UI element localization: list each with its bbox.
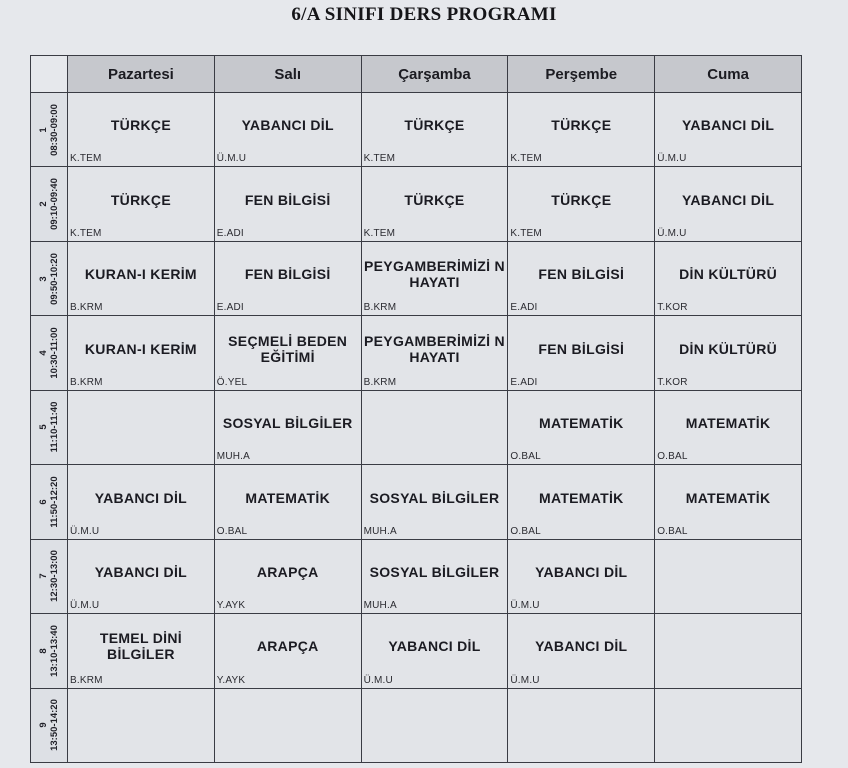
lesson-subject: PEYGAMBERİMİZİ N HAYATI xyxy=(364,332,505,365)
period-label-cell xyxy=(31,390,68,464)
period-row xyxy=(31,93,802,167)
lesson-subject: TÜRKÇE xyxy=(551,117,612,134)
lesson-cell xyxy=(68,614,215,688)
lesson-teacher: K.TEM xyxy=(363,227,396,239)
period-label-cell xyxy=(31,539,68,613)
lesson-subject: ARAPÇA xyxy=(256,563,319,580)
lesson-teacher: E.ADI xyxy=(510,376,538,388)
period-row xyxy=(31,316,802,390)
lesson-teacher: E.ADI xyxy=(216,302,244,314)
lesson-subject: MATEMATİK xyxy=(538,489,624,506)
period-time: 10:30-11:00 xyxy=(49,327,60,379)
lesson-subject: YABANCI DİL xyxy=(681,191,775,208)
period-label xyxy=(38,699,60,751)
lesson-subject: TÜRKÇE xyxy=(110,191,171,208)
lesson-teacher: MUH.A xyxy=(216,451,251,463)
lesson-teacher: B.KRM xyxy=(70,674,103,686)
lesson-cell xyxy=(214,167,361,241)
period-row xyxy=(31,614,802,688)
lesson-subject: YABANCI DİL xyxy=(535,638,628,655)
lesson-cell xyxy=(214,688,361,763)
lesson-cell xyxy=(655,614,802,688)
lesson-cell xyxy=(508,390,655,464)
lesson-cell xyxy=(361,539,508,613)
lesson-cell xyxy=(655,93,802,167)
lesson-cell xyxy=(68,465,215,539)
lesson-cell xyxy=(68,539,215,613)
lesson-teacher: E.ADI xyxy=(510,302,538,314)
lesson-cell xyxy=(361,241,508,315)
day-header-monday: Pazartesi xyxy=(68,56,215,93)
lesson-cell xyxy=(68,688,215,763)
period-number: 2 xyxy=(38,201,49,207)
period-time: 09:50-10:20 xyxy=(49,252,60,305)
lesson-cell xyxy=(508,167,655,241)
lesson-cell xyxy=(508,93,655,167)
lesson-teacher: B.KRM xyxy=(363,302,397,314)
day-header-thursday: Perşembe xyxy=(508,56,655,93)
lesson-subject: MATEMATİK xyxy=(685,415,771,432)
period-time: 11:50-12:20 xyxy=(49,476,60,528)
period-label-cell xyxy=(31,167,68,241)
lesson-cell xyxy=(508,614,655,688)
lesson-subject: FEN BİLGİSİ xyxy=(244,191,331,208)
lesson-subject: YABANCI DİL xyxy=(94,563,188,580)
period-time: 13:50-14:20 xyxy=(49,699,60,752)
lesson-teacher: Ü.M.U xyxy=(216,153,247,165)
lesson-cell xyxy=(361,316,508,390)
day-header-tuesday: Salı xyxy=(214,56,361,93)
period-label xyxy=(38,178,60,230)
lesson-subject: PEYGAMBERİMİZİ N HAYATI xyxy=(364,258,505,291)
lesson-cell xyxy=(508,539,655,613)
period-label xyxy=(38,104,60,156)
lesson-teacher: B.KRM xyxy=(70,302,103,314)
period-label-cell xyxy=(31,316,68,390)
lesson-subject: YABANCI DİL xyxy=(535,563,628,580)
period-row xyxy=(31,167,802,241)
period-row xyxy=(31,539,802,613)
lesson-cell xyxy=(214,241,361,315)
day-header-wednesday: Çarşamba xyxy=(361,56,508,93)
lesson-subject: SEÇMELİ BEDEN EĞİTİMİ xyxy=(228,332,348,365)
lesson-subject: MATEMATİK xyxy=(538,415,624,432)
lesson-subject: KURAN-I KERİM xyxy=(84,266,197,283)
lesson-subject: FEN BİLGİSİ xyxy=(538,340,625,357)
lesson-teacher: MUH.A xyxy=(363,600,397,612)
period-label xyxy=(38,476,60,527)
lesson-cell xyxy=(361,688,508,763)
lesson-cell xyxy=(68,390,215,464)
lesson-subject: FEN BİLGİSİ xyxy=(244,266,331,283)
period-label xyxy=(38,402,60,453)
lesson-subject: ARAPÇA xyxy=(256,638,319,655)
lesson-teacher: Ü.M.U xyxy=(363,674,393,686)
lesson-subject: KURAN-I KERİM xyxy=(84,340,197,357)
lesson-teacher: B.KRM xyxy=(363,376,397,388)
period-number: 4 xyxy=(38,350,49,356)
period-number: 6 xyxy=(38,499,49,505)
lesson-cell xyxy=(68,93,215,167)
lesson-subject: MATEMATİK xyxy=(245,489,330,506)
period-label xyxy=(38,625,60,677)
lesson-subject: MATEMATİK xyxy=(685,489,771,506)
period-label xyxy=(38,550,60,602)
lesson-cell xyxy=(214,390,361,464)
period-number: 7 xyxy=(38,573,49,579)
lesson-cell xyxy=(655,539,802,613)
lesson-teacher: O.BAL xyxy=(657,525,688,537)
lesson-teacher: O.BAL xyxy=(657,451,688,463)
period-time: 13:10-13:40 xyxy=(49,624,60,677)
lesson-teacher: Y.AYK xyxy=(216,600,246,612)
lesson-subject: TÜRKÇE xyxy=(110,117,171,134)
lesson-teacher: Ü.M.U xyxy=(657,227,687,239)
lesson-subject: SOSYAL BİLGİLER xyxy=(369,489,500,506)
lesson-teacher: MUH.A xyxy=(363,525,397,537)
lesson-subject: FEN BİLGİSİ xyxy=(538,266,625,283)
lesson-teacher: Ö.YEL xyxy=(216,376,248,388)
lesson-teacher: Ü.M.U xyxy=(70,600,100,612)
period-label-cell xyxy=(31,465,68,539)
lesson-teacher: Y.AYK xyxy=(216,674,246,686)
lesson-teacher: K.TEM xyxy=(70,153,102,165)
lesson-cell xyxy=(361,93,508,167)
lesson-cell xyxy=(508,316,655,390)
lesson-cell xyxy=(655,241,802,315)
period-row xyxy=(31,465,802,539)
period-label-cell xyxy=(31,241,68,315)
lesson-subject: TÜRKÇE xyxy=(404,191,465,208)
lesson-teacher: K.TEM xyxy=(510,153,542,165)
lesson-teacher: K.TEM xyxy=(70,227,102,239)
period-label-cell xyxy=(31,688,68,763)
lesson-teacher: O.BAL xyxy=(510,451,541,463)
lesson-cell xyxy=(214,614,361,688)
lesson-cell xyxy=(655,316,802,390)
period-time: 12:30-13:00 xyxy=(49,550,60,603)
lesson-teacher: Ü.M.U xyxy=(70,525,100,537)
lesson-subject: DİN KÜLTÜRÜ xyxy=(679,266,778,283)
lesson-subject: YABANCI DİL xyxy=(388,638,481,655)
lesson-cell xyxy=(655,688,802,763)
lesson-teacher: O.BAL xyxy=(216,525,248,537)
lesson-subject: TEMEL DİNİ BİLGİLER xyxy=(99,630,182,663)
lesson-cell xyxy=(361,167,508,241)
lesson-subject: TÜRKÇE xyxy=(404,117,465,134)
period-time: 11:10-11:40 xyxy=(49,402,60,453)
lesson-subject: SOSYAL BİLGİLER xyxy=(369,563,500,580)
lesson-cell xyxy=(655,167,802,241)
lesson-cell xyxy=(214,93,361,167)
lesson-cell xyxy=(361,390,508,464)
lesson-cell xyxy=(361,614,508,688)
lesson-teacher: O.BAL xyxy=(510,525,541,537)
period-row xyxy=(31,688,802,763)
period-label-cell xyxy=(31,93,68,167)
lesson-teacher: Ü.M.U xyxy=(510,674,540,686)
lesson-cell xyxy=(68,167,215,241)
period-number: 8 xyxy=(38,648,49,654)
page-title: 6/A SINIFI DERS PROGRAMI xyxy=(291,4,557,25)
period-time: 09:10-09:40 xyxy=(49,178,60,231)
lesson-subject: YABANCI DİL xyxy=(241,117,334,134)
schedule-table xyxy=(30,55,802,763)
lesson-cell xyxy=(68,316,215,390)
period-label-cell xyxy=(31,614,68,688)
period-label xyxy=(38,327,60,378)
period-row xyxy=(31,241,802,315)
lesson-teacher: Ü.M.U xyxy=(657,153,687,165)
period-number: 5 xyxy=(38,424,49,431)
period-row xyxy=(31,390,802,464)
lesson-cell xyxy=(361,465,508,539)
period-time: 08:30-09:00 xyxy=(49,103,60,156)
day-header-friday: Cuma xyxy=(655,56,802,93)
lesson-cell xyxy=(655,465,802,539)
lesson-cell xyxy=(655,390,802,464)
period-number: 9 xyxy=(38,722,49,728)
lesson-cell xyxy=(508,688,655,763)
period-number: 1 xyxy=(38,127,49,133)
lesson-subject: YABANCI DİL xyxy=(681,117,775,134)
lesson-subject: YABANCI DİL xyxy=(94,489,188,506)
lesson-subject: TÜRKÇE xyxy=(551,191,612,208)
period-number: 3 xyxy=(38,275,49,282)
lesson-cell xyxy=(508,465,655,539)
header-row xyxy=(31,56,802,93)
lesson-cell xyxy=(214,316,361,390)
lesson-cell xyxy=(68,241,215,315)
lesson-teacher: E.ADI xyxy=(216,227,244,239)
lesson-teacher: K.TEM xyxy=(510,227,542,239)
lesson-teacher: Ü.M.U xyxy=(510,600,540,612)
lesson-teacher: T.KOR xyxy=(657,302,688,314)
lesson-subject: DİN KÜLTÜRÜ xyxy=(679,340,778,357)
lesson-cell xyxy=(508,241,655,315)
lesson-cell xyxy=(214,465,361,539)
lesson-teacher: K.TEM xyxy=(363,153,396,165)
lesson-subject: SOSYAL BİLGİLER xyxy=(222,415,353,432)
lesson-teacher: T.KOR xyxy=(657,376,688,388)
corner-cell xyxy=(31,56,68,93)
lesson-cell xyxy=(214,539,361,613)
lesson-teacher: B.KRM xyxy=(70,376,103,388)
period-label xyxy=(38,253,60,305)
